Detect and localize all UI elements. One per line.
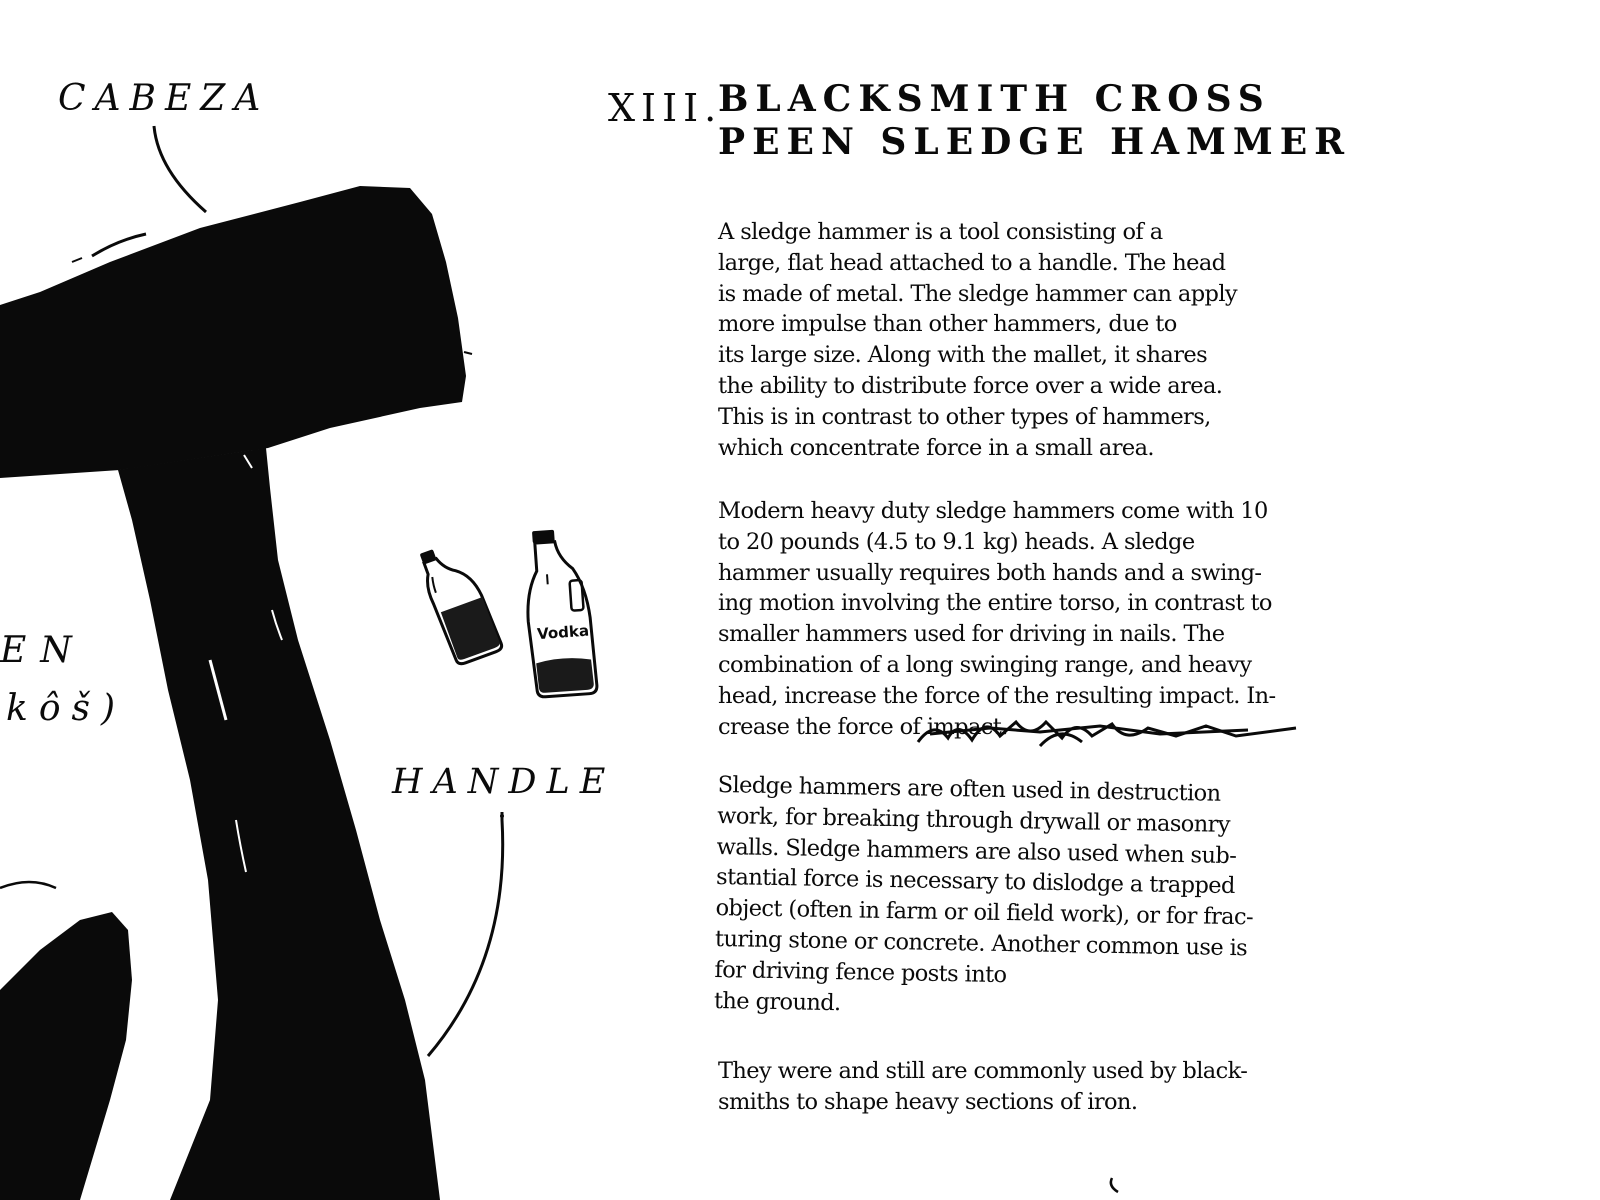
page-title: [718, 78, 1351, 164]
head-label: CABEZA: [58, 78, 270, 119]
lower-dark-shape: [0, 912, 132, 1200]
small-bottle-icon: [415, 538, 503, 666]
partial-label-kos: kôš): [6, 688, 127, 729]
vodka-label: Vodka: [536, 621, 590, 644]
title-line-2: PEEN SLEDGE HAMMER: [718, 121, 1352, 163]
handle-pointer-line: [428, 812, 503, 1056]
chapter-numeral: XIII.: [608, 86, 723, 130]
paragraph-1: A sledge hammer is a tool consisting of a large, flat head attached to a handle. The head is made of metal. The sledge hammer can apply more impulse than other hammers, due to its large size. Along with the mallet, it shares the ability to distribute force over a wide area. This is in contrast to other types of hammers, which concentrate force in a small area.: [718, 219, 1238, 461]
paragraph-2: Modern heavy duty sledge hammers come with 10 to 20 pounds (4.5 to 9.1 kg) heads. A sledge hammer usually requires both hands and a swing- ing motion involving the entire torso, in contrast to smaller hammers used for driving in nails. The combination of a long swinging range, and heavy head, increase the force of the resulting impact. In- crease the force of impact.: [718, 498, 1276, 740]
hammer-handle-shape: [118, 448, 440, 1200]
handle-label: HANDLE: [392, 762, 616, 802]
hammer-head-shape: [0, 186, 466, 478]
vodka-bottle-icon: [522, 528, 597, 698]
partial-label-en: EN: [0, 630, 86, 671]
paragraph-3: Sledge hammers are often used in destruction work, for breaking through drywall or masonry walls. Sledge hammers are also used when sub- stantial force is necessary to dislodge a trapped object (often in farm or oil field work), or for frac- turing stone or concrete. Another common use is for driving fence posts into the ground.: [713, 771, 1254, 1016]
title-line-1: BLACKSMITH CROSS: [718, 78, 1271, 120]
paragraph-4: They were and still are commonly used by black- smiths to shape heavy sections of iron.: [718, 1058, 1248, 1115]
head-pointer-line: [154, 126, 206, 212]
